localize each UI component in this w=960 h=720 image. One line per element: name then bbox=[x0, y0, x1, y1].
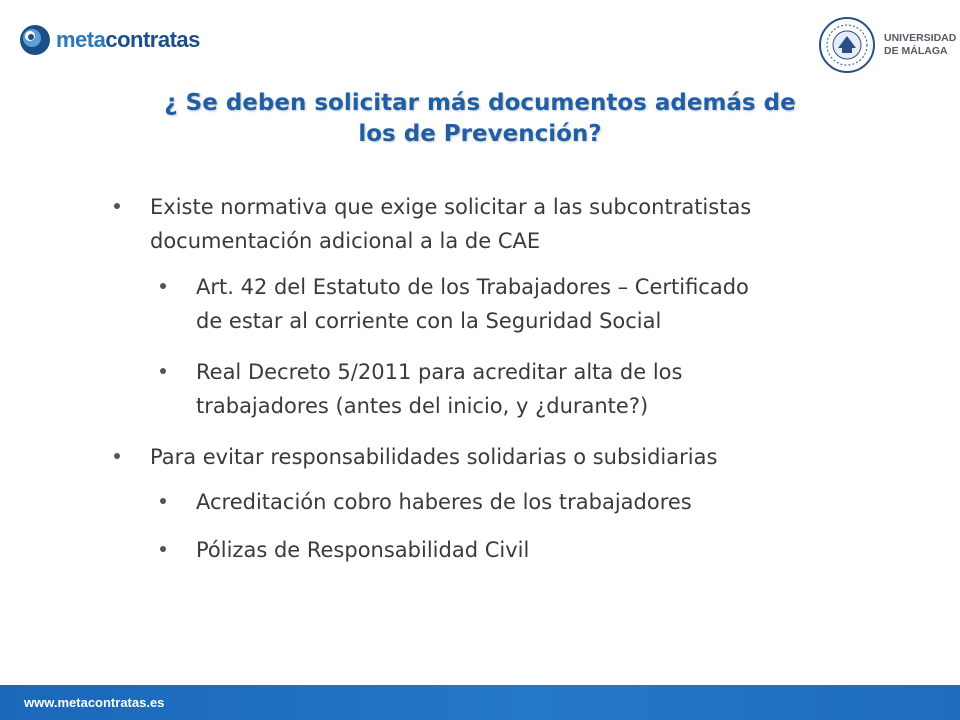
footer-bar bbox=[0, 685, 960, 720]
bullet-text-line: Art. 42 del Estatuto de los Trabajadores – Certificado bbox=[196, 275, 749, 299]
footer-url: www.metacontratas.es bbox=[24, 695, 165, 710]
bullet-dot-icon bbox=[150, 533, 196, 567]
bullet-text-line: Pólizas de Responsabilidad Civil bbox=[196, 538, 530, 562]
sub-bullet-item bbox=[150, 485, 885, 519]
bullet-dot-icon bbox=[104, 190, 150, 224]
university-line2: DE MÁLAGA bbox=[884, 45, 948, 57]
slide-title-line1: ¿ Se deben solicitar más documentos además de bbox=[164, 90, 796, 116]
bullet-dot-icon bbox=[104, 440, 150, 474]
slide-title-line2: los de Prevención? bbox=[358, 121, 602, 147]
sub-bullet-item bbox=[150, 533, 885, 567]
bullet-dot-icon bbox=[150, 485, 196, 519]
bullet-text-line: Existe normativa que exige solicitar a las subcontratistas bbox=[150, 195, 752, 219]
bullet-text-line: Real Decreto 5/2011 para acreditar alta de los bbox=[196, 360, 683, 384]
bullet-text-line: de estar al corriente con la Seguridad Social bbox=[196, 309, 662, 333]
sub-bullet-item bbox=[150, 270, 885, 338]
brand-meta: meta bbox=[56, 27, 106, 52]
university-line1: UNIVERSIDAD bbox=[884, 32, 957, 44]
bullet-item bbox=[104, 440, 884, 474]
bullet-dot-icon bbox=[150, 355, 196, 389]
bullet-dot-icon bbox=[150, 270, 196, 304]
brand-contratas: contratas bbox=[105, 27, 200, 52]
bullet-item bbox=[104, 190, 884, 258]
bullet-text-line: trabajadores (antes del inicio, y ¿durante?) bbox=[196, 394, 649, 418]
bullet-text-line: Para evitar responsabilidades solidarias o subsidiarias bbox=[150, 445, 718, 469]
sub-bullet-item bbox=[150, 355, 885, 423]
bullet-text-line: Acreditación cobro haberes de los trabajadores bbox=[196, 490, 692, 514]
bullet-text-line: documentación adicional a la de CAE bbox=[150, 229, 541, 253]
